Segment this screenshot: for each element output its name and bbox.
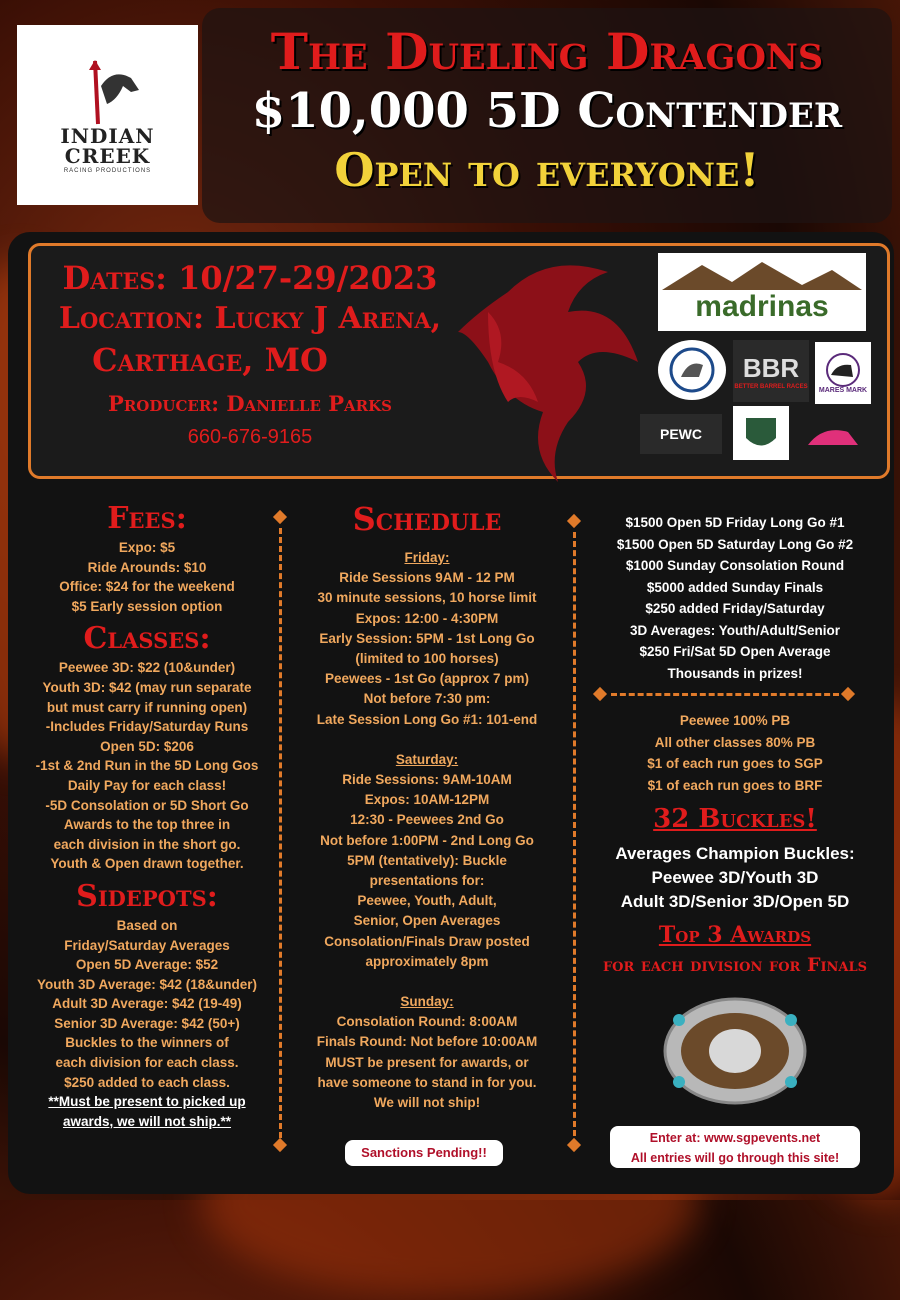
- champion-item: Adult 3D/Senior 3D/Open 5D: [620, 892, 850, 911]
- column-divider-right: [573, 532, 576, 1136]
- madrinas-wordmark: madrinas: [695, 290, 829, 323]
- sidepot-item: Adult 3D Average: $42 (19-49): [52, 996, 242, 1012]
- trophy-buckle-icon: [663, 996, 808, 1106]
- sidepot-item: Based on: [116, 917, 178, 933]
- mares-mark-logo: [815, 342, 871, 404]
- event-producer: Producer: Danielle Parks: [108, 391, 392, 416]
- pb-list: [582, 710, 888, 980]
- class-item: Youth 3D: $42 (may run separate: [42, 679, 252, 695]
- schedule-item: Not before 1:00PM - 2nd Long Go: [320, 832, 534, 848]
- class-item: Daily Pay for each class!: [67, 777, 227, 793]
- shield-icon: [741, 413, 781, 453]
- fee-item: $5 Early session option: [71, 598, 223, 614]
- pb-item: $1 of each run goes to SGP: [647, 756, 823, 771]
- payout-item: $1000 Sunday Consolation Round: [625, 558, 845, 573]
- entry-website[interactable]: Enter at: www.sgpevents.net: [649, 1131, 821, 1145]
- entry-note: All entries will go through this site!: [630, 1151, 840, 1165]
- class-item: each division in the short go.: [53, 836, 241, 852]
- pewc-logo: [640, 414, 722, 454]
- indian-creek-logo: [17, 25, 198, 205]
- schedule-item: (limited to 100 horses): [355, 651, 499, 667]
- schedule-item: 5PM (tentatively): Buckle: [347, 852, 507, 868]
- pb-item: $1 of each run goes to BRF: [647, 777, 823, 793]
- schedule-item: Not before 7:30 pm:: [363, 691, 491, 707]
- schedule-item: Expos: 10AM-12PM: [364, 792, 490, 808]
- column-divider-left: [279, 528, 282, 1138]
- guild-logo: [733, 406, 789, 460]
- barrel-racer-icon: [669, 347, 715, 393]
- payout-item: $250 added Friday/Saturday: [645, 601, 825, 616]
- schedule-item: Consolation Round: 8:00AM: [336, 1014, 518, 1030]
- sidepot-item: Senior 3D Average: $42 (50+): [54, 1015, 240, 1031]
- schedule-item: 12:30 - Peewees 2nd Go: [350, 812, 504, 828]
- class-item: Peewee 3D: $22 (10&under): [58, 660, 236, 676]
- schedule-item: Finals Round: Not before 10:00AM: [316, 1034, 538, 1050]
- sidepot-item: Friday/Saturday Averages: [64, 937, 230, 953]
- schedule-item: have someone to stand in for you.: [317, 1074, 537, 1090]
- pb-item: Peewee 100% PB: [679, 713, 791, 728]
- payout-item: $5000 added Sunday Finals: [646, 579, 824, 595]
- buckles-title: 32 Buckles!: [653, 804, 817, 834]
- class-item: Open 5D: $206: [100, 738, 194, 754]
- finals-subtitle: for each division for Finals: [602, 954, 868, 976]
- payout-item: $250 Fri/Sat 5D Open Average: [639, 644, 831, 659]
- horse-icon: [823, 353, 863, 387]
- sidepot-item: Open 5D Average: $52: [75, 957, 219, 973]
- madrinas-logo: [658, 253, 866, 331]
- schedule-item: Early Session: 5PM - 1st Long Go: [319, 630, 535, 646]
- classes-title: Classes:: [83, 621, 211, 657]
- fee-item: Ride Arounds: $10: [87, 559, 207, 575]
- sidepot-item: each division for each class.: [55, 1055, 239, 1071]
- event-subtitle: $10,000 5D Contender: [251, 83, 843, 139]
- logo-word-2: CREEK: [64, 144, 151, 168]
- friday-label: Friday:: [404, 550, 450, 565]
- schedule-item: Ride Sessions 9AM - 12 PM: [339, 570, 515, 586]
- producer-phone: 660-676-9165: [187, 426, 313, 448]
- payout-divider: [611, 693, 839, 696]
- fees-title: Fees:: [107, 501, 187, 536]
- approved-logo: [800, 414, 866, 456]
- schedule-item: Peewee, Youth, Adult,: [357, 893, 497, 909]
- event-tagline: Open to everyone!: [334, 143, 760, 197]
- champion-item: Peewee 3D/Youth 3D: [651, 868, 819, 887]
- pb-item: All other classes 80% PB: [654, 734, 816, 750]
- class-item: -Includes Friday/Saturday Runs: [45, 719, 249, 735]
- sanctions-badge: Sanctions Pending!!: [345, 1140, 503, 1166]
- class-item: -5D Consolation or 5D Short Go: [45, 797, 249, 813]
- class-item: but must carry if running open): [46, 699, 248, 715]
- schedule-item: Ride Sessions: 9AM-10AM: [342, 772, 512, 788]
- event-city: Carthage, MO: [92, 341, 328, 379]
- sidepot-item: Youth 3D Average: $42 (18&under): [36, 976, 258, 992]
- logo-word-1: INDIAN: [60, 124, 155, 148]
- pickup-note: **Must be present to picked up: [48, 1094, 246, 1110]
- sidepot-item: $250 added to each class.: [64, 1074, 230, 1090]
- sunday-label: Sunday:: [400, 994, 454, 1010]
- logo-tagline: RACING PRODUCTIONS: [63, 168, 152, 174]
- bbr-logo: [733, 340, 809, 402]
- fee-item: Expo: $5: [118, 540, 176, 555]
- event-location: Location: Lucky J Arena,: [58, 301, 442, 336]
- event-header: [202, 8, 892, 223]
- horse-arrow-icon: [73, 56, 143, 126]
- schedule-item: 30 minute sessions, 10 horse limit: [317, 590, 537, 606]
- champion-item: Averages Champion Buckles:: [615, 844, 855, 863]
- pewc-wordmark: PEWC: [660, 426, 702, 442]
- pickup-note: awards, we will not ship.**: [62, 1113, 232, 1129]
- top3-title: Top 3 Awards: [658, 922, 812, 948]
- payouts-column: [582, 512, 888, 684]
- schedule-column: [288, 500, 566, 1113]
- payout-item: Thousands in prizes!: [667, 665, 803, 681]
- sidepots-title: Sidepots:: [76, 878, 218, 914]
- sidepot-item: Buckles to the winners of: [65, 1035, 229, 1051]
- schedule-item: Consolation/Finals Draw posted: [324, 933, 530, 949]
- class-item: Youth & Open drawn together.: [50, 856, 244, 872]
- schedule-item: Peewees - 1st Go (approx 7 pm): [324, 671, 530, 687]
- barrel-racer-icon: [803, 420, 863, 450]
- payout-item: 3D Averages: Youth/Adult/Senior: [629, 622, 841, 638]
- bbr-tagline: BETTER BARREL RACES: [734, 383, 808, 390]
- dragon-icon: [448, 252, 648, 487]
- schedule-item: presentations for:: [369, 873, 485, 889]
- schedule-item: Senior, Open Averages: [353, 913, 501, 929]
- schedule-item: Expos: 12:00 - 4:30PM: [355, 610, 499, 626]
- mountain-icon: [662, 260, 862, 290]
- entry-info: [610, 1126, 860, 1168]
- schedule-item: MUST be present for awards, or: [325, 1054, 529, 1070]
- fee-item: Office: $24 for the weekend: [59, 579, 235, 595]
- event-dates: Dates: 10/27-29/2023: [62, 259, 438, 297]
- payout-item: $1500 Open 5D Saturday Long Go #2: [616, 536, 854, 552]
- class-item: Awards to the top three in: [63, 817, 231, 833]
- payout-item: $1500 Open 5D Friday Long Go #1: [625, 515, 845, 530]
- class-item: -1st & 2nd Run in the 5D Long Gos: [35, 758, 259, 774]
- wpra-logo: [658, 340, 726, 400]
- fees-column: [18, 500, 276, 1131]
- schedule-item: We will not ship!: [373, 1095, 481, 1111]
- schedule-title: Schedule: [352, 500, 502, 538]
- schedule-item: Late Session Long Go #1: 101-end: [316, 711, 538, 727]
- schedule-item: approximately 8pm: [365, 953, 489, 969]
- bbr-wordmark: BBR: [742, 352, 800, 383]
- mares-mark-wordmark: MARES MARK: [818, 386, 868, 394]
- saturday-label: Saturday:: [395, 751, 459, 767]
- event-title: The Dueling Dragons: [270, 22, 824, 81]
